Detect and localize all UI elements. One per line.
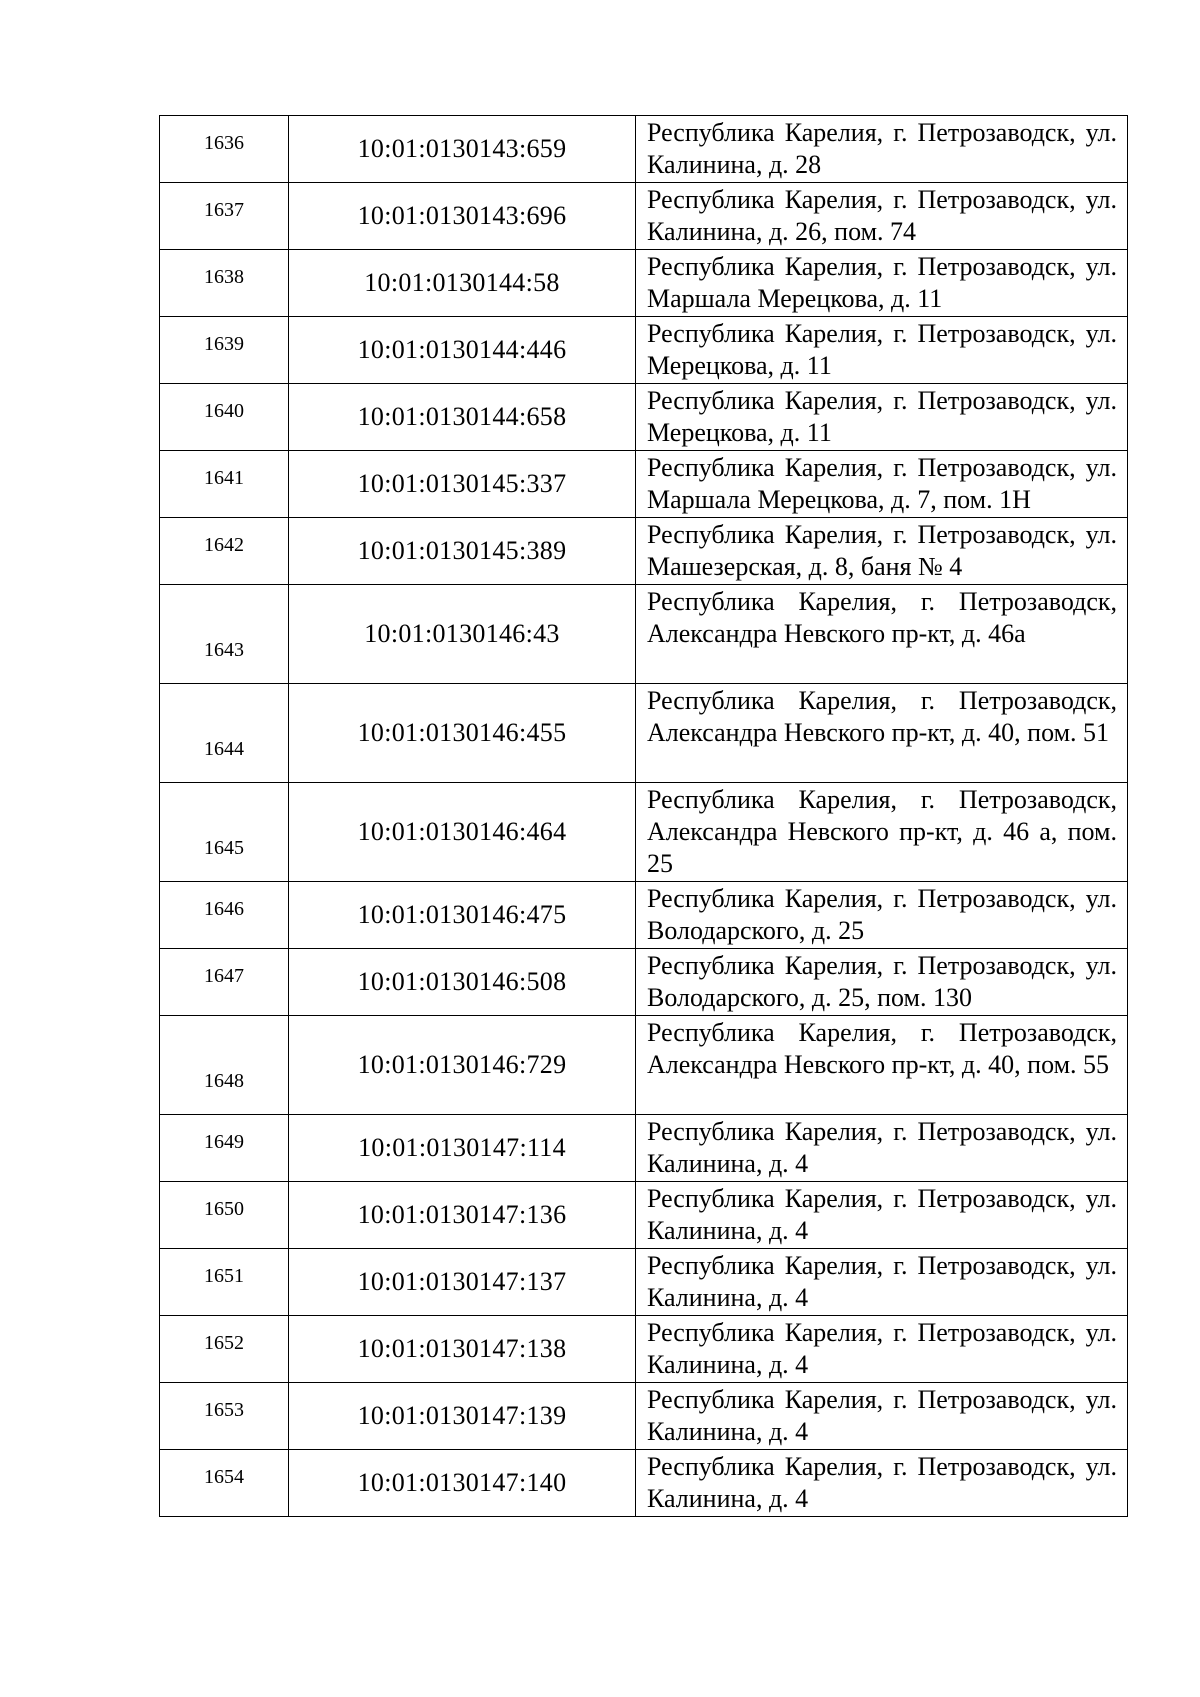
- address-cell: Республика Карелия, г. Петрозаводск, ул. Мерецкова, д. 11: [636, 317, 1128, 384]
- cadastral-number-cell: 10:01:0130146:464: [289, 783, 636, 882]
- table-row: [160, 882, 1128, 949]
- address-cell: Республика Карелия, г. Петрозаводск, ул. Калинина, д. 4: [636, 1450, 1128, 1517]
- cadastral-number-cell: 10:01:0130147:140: [289, 1450, 636, 1517]
- address-cell: Республика Карелия, г. Петрозаводск, ул. Калинина, д. 4: [636, 1182, 1128, 1249]
- address-cell: Республика Карелия, г. Петрозаводск, ул. Калинина, д. 4: [636, 1316, 1128, 1383]
- table-row: [160, 1115, 1128, 1182]
- row-number-cell: 1653: [160, 1383, 289, 1450]
- row-number-cell: 1640: [160, 384, 289, 451]
- address-cell: Республика Карелия, г. Петрозаводск, ул. Мерецкова, д. 11: [636, 384, 1128, 451]
- table-row: [160, 684, 1128, 783]
- table-row: [160, 518, 1128, 585]
- address-cell: Республика Карелия, г. Петрозаводск, ул. Калинина, д. 4: [636, 1383, 1128, 1450]
- row-number-cell: 1654: [160, 1450, 289, 1517]
- table-row: [160, 783, 1128, 882]
- cadastral-number-cell: 10:01:0130145:337: [289, 451, 636, 518]
- row-number-cell: 1651: [160, 1249, 289, 1316]
- table-row: [160, 1249, 1128, 1316]
- table-row: [160, 384, 1128, 451]
- table-row: [160, 317, 1128, 384]
- table-row: [160, 1450, 1128, 1517]
- table-row: [160, 250, 1128, 317]
- cadastral-number-cell: 10:01:0130146:455: [289, 684, 636, 783]
- cadastral-number-cell: 10:01:0130144:58: [289, 250, 636, 317]
- table-row: [160, 1383, 1128, 1450]
- cadastral-number-cell: 10:01:0130147:137: [289, 1249, 636, 1316]
- table-row: [160, 116, 1128, 183]
- row-number-cell: 1650: [160, 1182, 289, 1249]
- row-number-cell: 1639: [160, 317, 289, 384]
- address-cell: Республика Карелия, г. Петрозаводск, Александра Невского пр-кт, д. 46а: [636, 585, 1128, 684]
- address-cell: Республика Карелия, г. Петрозаводск, ул. Калинина, д. 28: [636, 116, 1128, 183]
- address-cell: Республика Карелия, г. Петрозаводск, ул. Володарского, д. 25, пом. 130: [636, 949, 1128, 1016]
- cadastral-number-cell: 10:01:0130147:136: [289, 1182, 636, 1249]
- cadastral-number-cell: 10:01:0130147:138: [289, 1316, 636, 1383]
- cadastral-number-cell: 10:01:0130145:389: [289, 518, 636, 585]
- row-number-cell: 1648: [160, 1016, 289, 1115]
- address-cell: Республика Карелия, г. Петрозаводск, ул. Калинина, д. 26, пом. 74: [636, 183, 1128, 250]
- property-table: [159, 115, 1128, 1517]
- address-cell: Республика Карелия, г. Петрозаводск, ул. Маршала Мерецкова, д. 7, пом. 1Н: [636, 451, 1128, 518]
- address-cell: Республика Карелия, г. Петрозаводск, ул. Калинина, д. 4: [636, 1115, 1128, 1182]
- table-row: [160, 949, 1128, 1016]
- table-row: [160, 585, 1128, 684]
- cadastral-number-cell: 10:01:0130147:114: [289, 1115, 636, 1182]
- row-number-cell: 1649: [160, 1115, 289, 1182]
- cadastral-number-cell: 10:01:0130147:139: [289, 1383, 636, 1450]
- address-cell: Республика Карелия, г. Петрозаводск, ул. Володарского, д. 25: [636, 882, 1128, 949]
- row-number-cell: 1636: [160, 116, 289, 183]
- address-cell: Республика Карелия, г. Петрозаводск, Александра Невского пр-кт, д. 40, пом. 55: [636, 1016, 1128, 1115]
- table-row: [160, 1182, 1128, 1249]
- cadastral-number-cell: 10:01:0130143:696: [289, 183, 636, 250]
- table-row: [160, 1016, 1128, 1115]
- address-cell: Республика Карелия, г. Петрозаводск, ул. Маршала Мерецкова, д. 11: [636, 250, 1128, 317]
- row-number-cell: 1637: [160, 183, 289, 250]
- cadastral-number-cell: 10:01:0130143:659: [289, 116, 636, 183]
- row-number-cell: 1641: [160, 451, 289, 518]
- cadastral-number-cell: 10:01:0130146:475: [289, 882, 636, 949]
- cadastral-number-cell: 10:01:0130144:446: [289, 317, 636, 384]
- cadastral-number-cell: 10:01:0130146:729: [289, 1016, 636, 1115]
- table-row: [160, 1316, 1128, 1383]
- address-cell: Республика Карелия, г. Петрозаводск, Александра Невского пр-кт, д. 40, пом. 51: [636, 684, 1128, 783]
- row-number-cell: 1647: [160, 949, 289, 1016]
- row-number-cell: 1645: [160, 783, 289, 882]
- table-row: [160, 451, 1128, 518]
- address-cell: Республика Карелия, г. Петрозаводск, ул. Машезерская, д. 8, баня № 4: [636, 518, 1128, 585]
- cadastral-number-cell: 10:01:0130144:658: [289, 384, 636, 451]
- address-cell: Республика Карелия, г. Петрозаводск, Александра Невского пр-кт, д. 46 а, пом. 25: [636, 783, 1128, 882]
- row-number-cell: 1652: [160, 1316, 289, 1383]
- table-row: [160, 183, 1128, 250]
- row-number-cell: 1644: [160, 684, 289, 783]
- row-number-cell: 1643: [160, 585, 289, 684]
- row-number-cell: 1638: [160, 250, 289, 317]
- cadastral-number-cell: 10:01:0130146:43: [289, 585, 636, 684]
- address-cell: Республика Карелия, г. Петрозаводск, ул. Калинина, д. 4: [636, 1249, 1128, 1316]
- row-number-cell: 1646: [160, 882, 289, 949]
- property-table-body: [160, 116, 1128, 1517]
- cadastral-number-cell: 10:01:0130146:508: [289, 949, 636, 1016]
- row-number-cell: 1642: [160, 518, 289, 585]
